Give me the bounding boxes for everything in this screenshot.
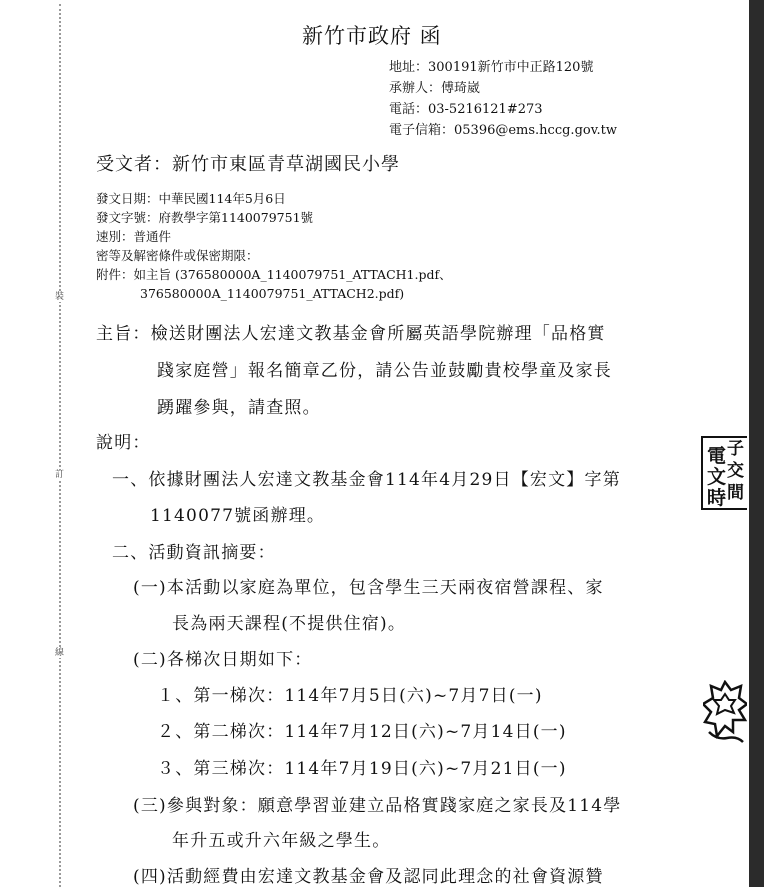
item2-sub1-line-2: 長為兩天課程(不提供住宿)。 — [172, 614, 407, 634]
subject-line-3: 踴躍參與，請查照。 — [157, 398, 321, 418]
binding-mark-zhuang: 裝 — [55, 292, 65, 302]
item1-line-1: 一、依據財團法人宏達文教基金會114年4月29日【宏文】字第 — [112, 470, 621, 490]
binding-line — [59, 4, 61, 887]
explanation-label: 說明： — [96, 433, 151, 453]
item2-sub2: (二)各梯次日期如下： — [133, 650, 313, 670]
item2-sub4-line-1: (四)活動經費由宏達文教基金會及認同此理念的社會資源贊 — [133, 867, 604, 887]
sender-contact: 承辦人：傅琦崴 — [389, 81, 481, 96]
item1-line-2: 1140077號函辦理。 — [150, 506, 326, 526]
batch-1: １、第一梯次：114年7月5日(六)~7月7日(一) — [157, 686, 543, 706]
sender-email: 電子信箱：05396@ems.hccg.gov.tw — [389, 123, 618, 138]
binding-mark-xian: 線 — [55, 648, 65, 658]
recipient: 受文者：新竹市東區青草湖國民小學 — [96, 154, 400, 175]
binding-mark-ding: 訂 — [55, 470, 65, 480]
item2-sub1-line-1: (一)本活動以家庭為單位，包含學生三天兩夜宿營課程、家 — [133, 578, 604, 598]
issue-number: 發文字號：府教學字第1140079751號 — [96, 210, 314, 225]
svg-text:交: 交 — [727, 461, 744, 481]
issue-date: 發文日期：中華民國114年5月6日 — [96, 191, 286, 206]
svg-text:間: 間 — [727, 483, 744, 503]
secrecy-level: 密等及解密條件或保密期限： — [96, 248, 259, 263]
seal-icon — [703, 680, 747, 746]
batch-2: ２、第二梯次：114年7月12日(六)~7月14日(一) — [157, 722, 567, 742]
document-title: 新竹市政府 函 — [302, 24, 442, 48]
subject-line-2: 踐家庭營」報名簡章乙份，請公告並鼓勵貴校學童及家長 — [157, 361, 612, 381]
batch-3: ３、第三梯次：114年7月19日(六)~7月21日(一) — [157, 759, 567, 779]
item2-heading: 二、活動資訊摘要： — [112, 543, 276, 563]
exchange-time-stamp — [701, 436, 747, 510]
svg-text:時: 時 — [707, 487, 727, 509]
item2-sub3-line-2: 年升五或升六年級之學生。 — [172, 831, 391, 851]
sender-phone: 電話：03-5216121#273 — [389, 102, 543, 117]
attachment-line-2: 376580000A_1140079751_ATTACH2.pdf) — [140, 286, 405, 301]
viewer-right-border — [749, 0, 764, 887]
item2-sub3-line-1: (三)參與對象：願意學習並建立品格實踐家庭之家長及114學 — [133, 796, 622, 816]
delivery-speed: 速別：普通件 — [96, 229, 172, 244]
sender-address: 地址：300191新竹市中正路120號 — [389, 60, 594, 75]
svg-text:文: 文 — [707, 466, 727, 488]
document-meta — [96, 189, 452, 303]
sender-info — [389, 57, 617, 141]
attachment-line-1: 附件：如主旨 (376580000A_1140079751_ATTACH1.pdf、 — [96, 267, 452, 282]
svg-text:電: 電 — [707, 445, 727, 467]
svg-text:子: 子 — [727, 439, 744, 459]
subject-line-1: 主旨：檢送財團法人宏達文教基金會所屬英語學院辦理「品格實 — [96, 324, 606, 344]
